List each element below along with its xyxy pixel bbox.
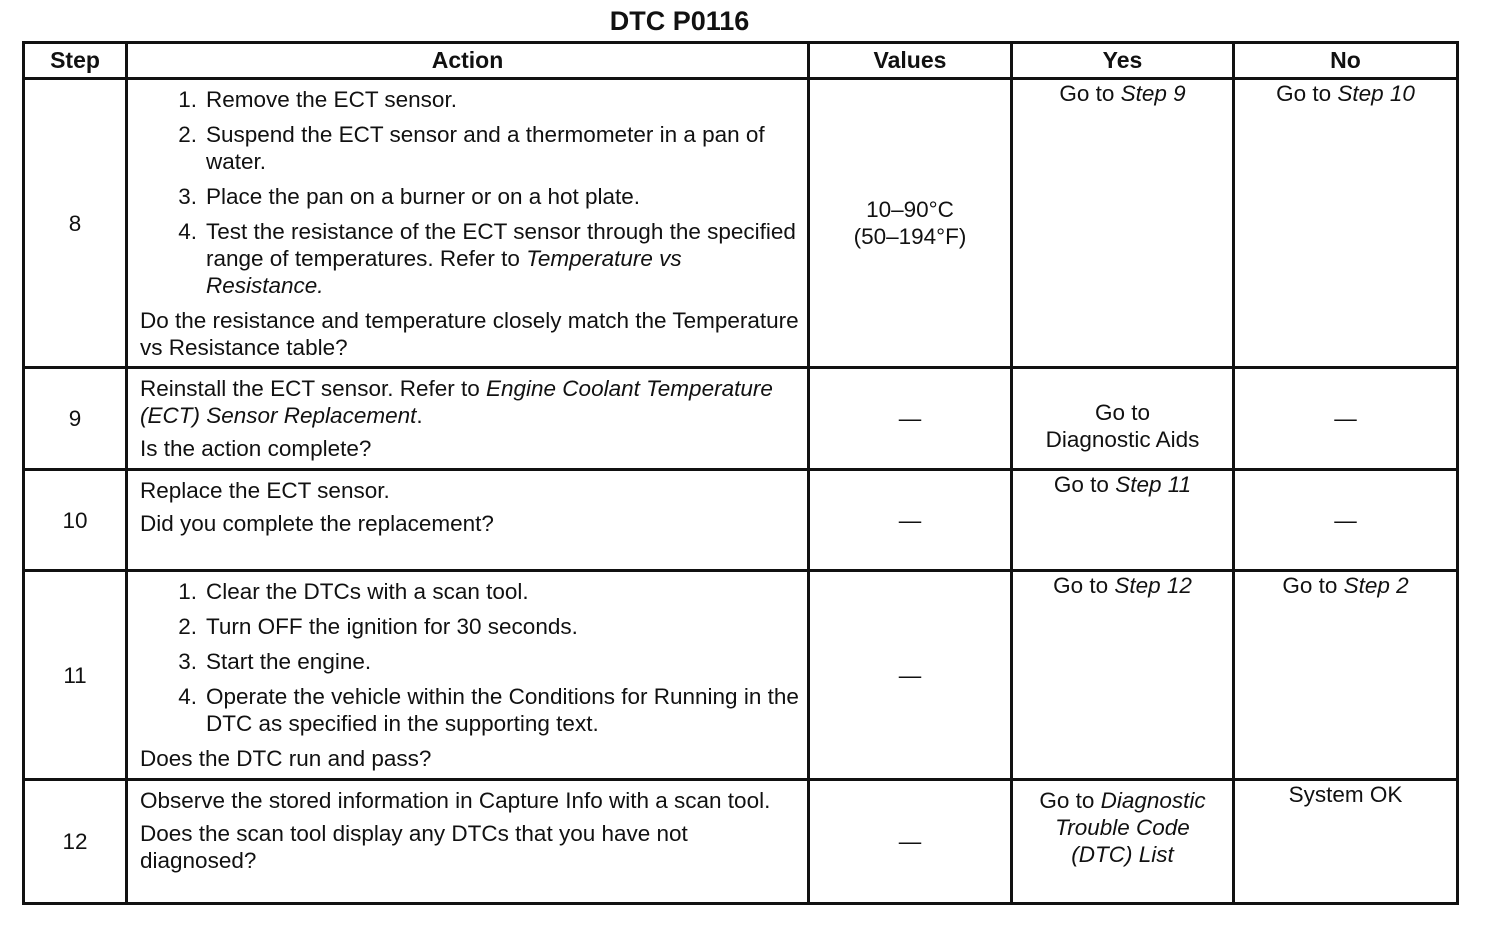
table-row bbox=[24, 571, 1458, 780]
step-number: 12 bbox=[24, 780, 127, 904]
table-row bbox=[24, 780, 1458, 904]
header-step: Step bbox=[24, 43, 127, 79]
action-cell: Replace the ECT sensor. Did you complete the replacement? bbox=[127, 470, 809, 571]
no-cell: — bbox=[1234, 368, 1458, 470]
values-cell: — bbox=[809, 368, 1012, 470]
diagnostic-table bbox=[22, 41, 1459, 905]
list-item: 1. Clear the DTCs with a scan tool. bbox=[178, 579, 529, 604]
header-yes: Yes bbox=[1012, 43, 1234, 79]
reference-link: Engine Coolant Temperature (ECT) Sensor Replacement bbox=[140, 376, 773, 428]
values-cell: — bbox=[809, 470, 1012, 571]
step-number: 10 bbox=[24, 470, 127, 571]
header-row bbox=[24, 43, 1458, 79]
list-item: 3. Start the engine. bbox=[178, 649, 372, 674]
action-list bbox=[140, 578, 799, 745]
question-text: Do the resistance and temperature closely match the Temperature vs Resistance table? bbox=[140, 308, 799, 360]
question-text: Is the action complete? bbox=[140, 436, 372, 461]
header-no: No bbox=[1234, 43, 1458, 79]
table-row bbox=[24, 368, 1458, 470]
step-number: 9 bbox=[24, 368, 127, 470]
no-cell: Go to Step 10 bbox=[1234, 79, 1458, 368]
values-cell: — bbox=[809, 571, 1012, 780]
question-text: Did you complete the replacement? bbox=[140, 511, 494, 536]
yes-cell: Go to Step 11 bbox=[1012, 470, 1234, 571]
values-cell: 10–90°C (50–194°F) bbox=[809, 79, 1012, 368]
list-item: 4. Operate the vehicle within the Conditions for Running in the DTC as specified in the supporting text. bbox=[178, 684, 799, 736]
yes-cell: Go to Step 12 bbox=[1012, 571, 1234, 780]
page-title: DTC P0116 bbox=[609, 6, 750, 36]
no-cell: — bbox=[1234, 470, 1458, 571]
header-action: Action bbox=[127, 43, 809, 79]
yes-cell: Go to Diagnostic Trouble Code (DTC) List bbox=[1012, 780, 1234, 904]
question-text: Does the scan tool display any DTCs that you have not diagnosed? bbox=[140, 821, 688, 873]
list-item: 2. Turn OFF the ignition for 30 seconds. bbox=[178, 614, 578, 639]
step-number: 8 bbox=[24, 79, 127, 368]
action-cell: Observe the stored information in Capture Info with a scan tool. Does the scan tool display any DTCs that you have not diagnosed? bbox=[127, 780, 809, 904]
header-values: Values bbox=[809, 43, 1012, 79]
list-item: 2. Suspend the ECT sensor and a thermometer in a pan of water. bbox=[178, 122, 765, 174]
list-item: 4. Test the resistance of the ECT sensor through the specified range of temperatures. Refer to Temperature vs Resistance. bbox=[178, 219, 796, 298]
table-row bbox=[24, 79, 1458, 368]
table-row bbox=[24, 470, 1458, 571]
values-cell: — bbox=[809, 780, 1012, 904]
action-cell: Reinstall the ECT sensor. Refer to Engine Coolant Temperature (ECT) Sensor Replacement. Is the action complete? bbox=[127, 368, 809, 470]
reference-link: Temperature vs Resistance. bbox=[206, 246, 682, 298]
step-number: 11 bbox=[24, 571, 127, 780]
no-cell: System OK bbox=[1234, 780, 1458, 904]
no-cell: Go to Step 2 bbox=[1234, 571, 1458, 780]
question-text: Does the DTC run and pass? bbox=[140, 746, 432, 771]
yes-cell: Go to Step 9 bbox=[1012, 79, 1234, 368]
action-cell bbox=[127, 79, 809, 368]
yes-cell: Go to Diagnostic Aids bbox=[1012, 368, 1234, 470]
list-item: 3. Place the pan on a burner or on a hot plate. bbox=[178, 184, 641, 209]
action-list bbox=[140, 86, 799, 307]
list-item: 1. Remove the ECT sensor. bbox=[178, 87, 457, 112]
action-cell bbox=[127, 571, 809, 780]
